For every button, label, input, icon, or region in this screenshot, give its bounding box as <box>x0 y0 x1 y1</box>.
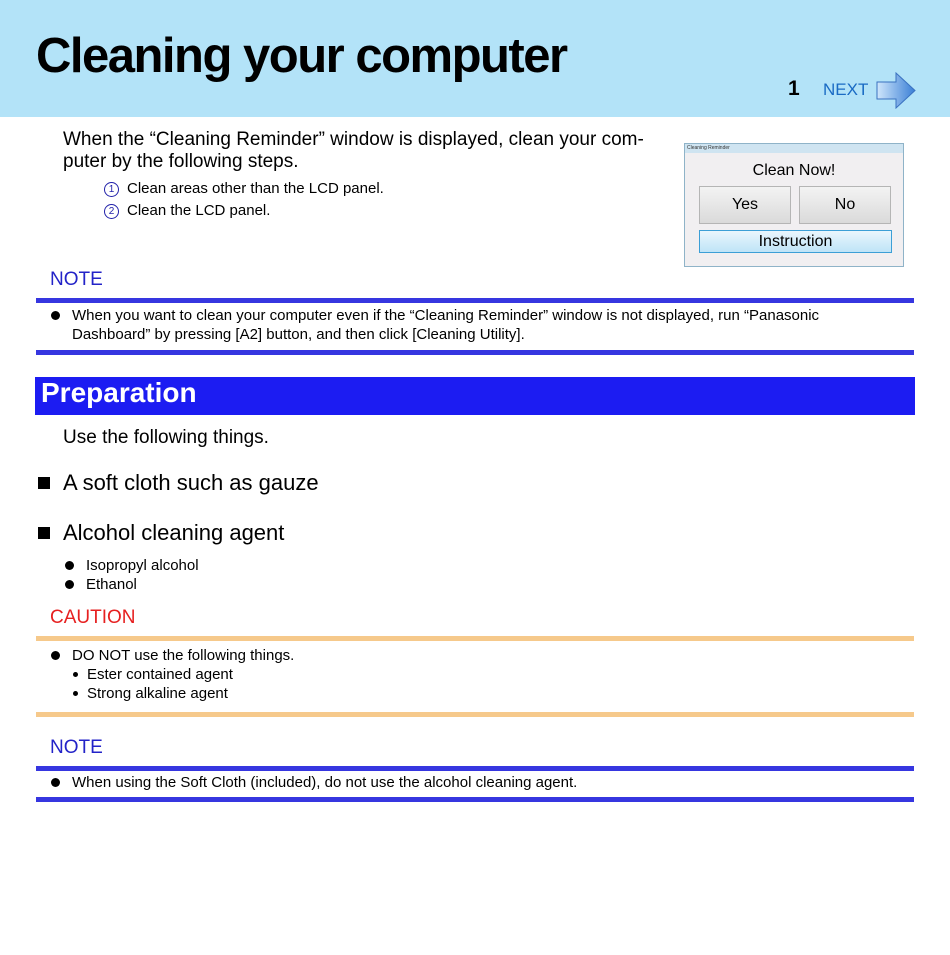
note-text: When using the Soft Cloth (included), do not use the alcohol cleaning agent. <box>72 774 578 791</box>
note-label: NOTE <box>50 269 103 290</box>
preparation-intro: Use the following things. <box>63 427 269 448</box>
item-text: A soft cloth such as gauze <box>63 470 319 495</box>
caution-subitem-text: Strong alkaline agent <box>87 685 228 702</box>
note-line: Dashboard” by pressing [A2] button, and then click [Cleaning Utility]. <box>72 326 525 343</box>
dialog-titlebar: Cleaning Reminder <box>685 144 903 153</box>
page-number: 1 <box>788 77 800 100</box>
agent-item <box>65 576 137 593</box>
caution-subitem <box>73 684 228 703</box>
next-link[interactable]: NEXT <box>823 80 869 99</box>
agent-text: Ethanol <box>86 576 137 593</box>
bullet-dot <box>51 651 60 660</box>
note-item <box>51 306 819 344</box>
note-label: NOTE <box>50 737 103 758</box>
page-header <box>0 0 950 117</box>
right-arrow-icon[interactable] <box>876 72 916 109</box>
item-text: Alcohol cleaning agent <box>63 520 285 545</box>
step-item <box>104 178 384 200</box>
note-rule-bottom <box>36 797 914 802</box>
intro-line: When the “Cleaning Reminder” window is displayed, clean your com- <box>63 129 644 150</box>
caution-label: CAUTION <box>50 607 136 628</box>
step-number: 2 <box>104 204 119 219</box>
caution-subitem <box>73 665 233 684</box>
preparation-item <box>38 520 284 546</box>
steps-list <box>104 178 384 222</box>
note-text <box>72 306 819 344</box>
note-rule-top <box>36 298 914 303</box>
yes-button[interactable]: Yes <box>699 186 791 224</box>
step-text: Clean the LCD panel. <box>127 202 271 219</box>
bullet-dot <box>51 778 60 787</box>
caution-subitem-text: Ester contained agent <box>87 666 233 683</box>
square-bullet <box>38 527 50 539</box>
intro-paragraph <box>63 129 663 173</box>
note-item <box>51 773 577 792</box>
bullet-dot <box>65 580 74 589</box>
preparation-section-bar <box>35 377 915 415</box>
intro-line: puter by the following steps. <box>63 151 299 172</box>
small-bullet-dot <box>73 672 78 677</box>
caution-item <box>51 646 294 665</box>
step-text: Clean areas other than the LCD panel. <box>127 180 384 197</box>
cleaning-reminder-dialog <box>684 143 904 267</box>
square-bullet <box>38 477 50 489</box>
agent-text: Isopropyl alcohol <box>86 557 199 574</box>
no-button[interactable]: No <box>799 186 891 224</box>
caution-rule-bottom <box>36 712 914 717</box>
page-title: Cleaning your computer <box>36 29 567 83</box>
caution-rule-top <box>36 636 914 641</box>
step-number: 1 <box>104 182 119 197</box>
instruction-button[interactable]: Instruction <box>699 230 892 253</box>
bullet-dot <box>65 561 74 570</box>
preparation-item <box>38 470 319 496</box>
note-rule-top <box>36 766 914 771</box>
bullet-dot <box>51 311 60 320</box>
small-bullet-dot <box>73 691 78 696</box>
agent-item <box>65 557 199 574</box>
section-title: Preparation <box>41 377 197 408</box>
note-rule-bottom <box>36 350 914 355</box>
dialog-heading: Clean Now! <box>752 162 836 179</box>
note-line: When you want to clean your computer even if the “Cleaning Reminder” window is not displayed, run “Panasonic <box>72 307 820 324</box>
step-item <box>104 200 384 222</box>
caution-text: DO NOT use the following things. <box>72 647 295 664</box>
